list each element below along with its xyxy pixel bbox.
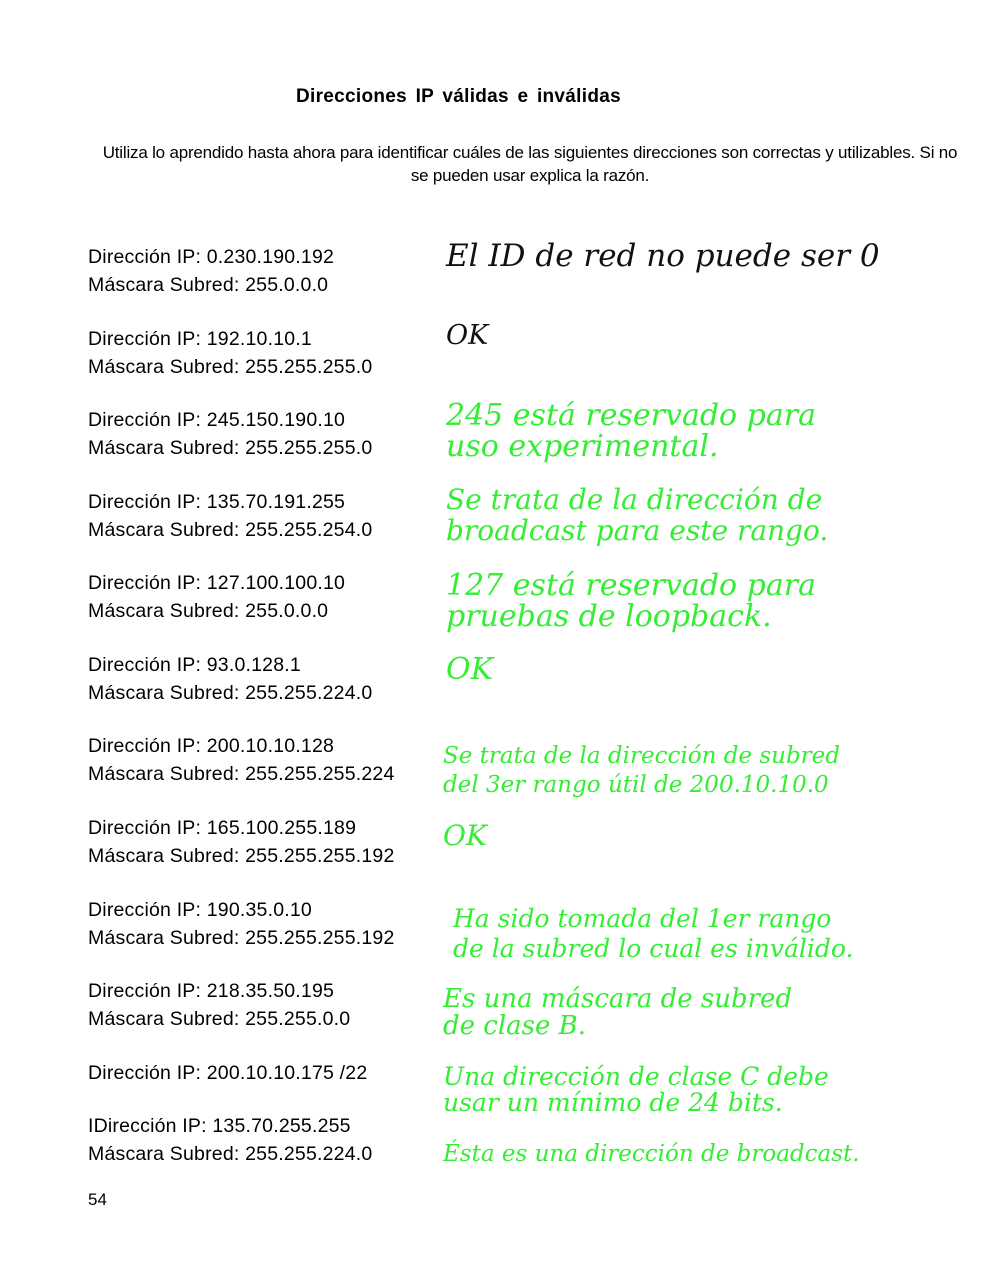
subnet-mask: Máscara Subred: 255.255.254.0 — [88, 519, 373, 541]
answer-line: Ésta es una dirección de broadcast. — [443, 1141, 860, 1167]
answer-line: Ha sido tomada del 1er rango — [453, 904, 832, 933]
question-4 — [88, 488, 372, 544]
page-number: 54 — [88, 1190, 107, 1209]
answer-line: 127 está reservado para — [446, 568, 816, 603]
answer-line: de la subred lo cual es inválido. — [453, 934, 854, 963]
answer-line: 245 está reservado para — [446, 398, 816, 433]
ip-address: Dirección IP: 218.35.50.195 — [88, 980, 335, 1002]
subnet-mask: Máscara Subred: 255.255.0.0 — [88, 1008, 351, 1030]
answer-line: Es una máscara de subred — [443, 984, 793, 1014]
question-2 — [88, 325, 372, 381]
answer-line: pruebas de loopback. — [446, 599, 772, 634]
ip-address: Dirección IP: 245.150.190.10 — [88, 409, 346, 431]
subnet-mask: Máscara Subred: 255.255.255.0 — [88, 356, 373, 378]
subnet-mask: Máscara Subred: 255.0.0.0 — [88, 274, 329, 296]
ip-address: Dirección IP: 200.10.10.175 /22 — [88, 1062, 368, 1084]
ip-address: IDirección IP: 135.70.255.255 — [88, 1115, 351, 1137]
subnet-mask: Máscara Subred: 255.255.224.0 — [88, 1143, 373, 1165]
question-6 — [88, 651, 372, 707]
question-11 — [88, 1059, 367, 1087]
subnet-mask: Máscara Subred: 255.255.255.192 — [88, 927, 395, 949]
question-12 — [88, 1112, 372, 1168]
instructions-text: Utiliza lo aprendido hasta ahora para identificar cuáles de las siguientes direcciones son correctas y utilizables. Si no se pueden usar explica la razón. — [102, 143, 958, 185]
question-10 — [88, 977, 350, 1033]
question-7 — [88, 732, 395, 788]
answer-8 — [443, 819, 487, 852]
ip-address: Dirección IP: 200.10.10.128 — [88, 735, 335, 757]
page-title: Direcciones IP válidas e inválidas — [296, 86, 621, 107]
ip-address: Dirección IP: 93.0.128.1 — [88, 654, 301, 676]
answer-line: OK — [446, 320, 489, 351]
answer-line: Una dirección de clase C debe — [443, 1062, 829, 1091]
question-9 — [88, 896, 395, 952]
subnet-mask: Máscara Subred: 255.255.255.0 — [88, 437, 373, 459]
subnet-mask: Máscara Subred: 255.255.224.0 — [88, 682, 373, 704]
answer-line: usar un mínimo de 24 bits. — [443, 1088, 783, 1117]
answer-line: Se trata de la dirección de subred — [443, 743, 841, 769]
subnet-mask: Máscara Subred: 255.255.255.224 — [88, 763, 395, 785]
answer-3 — [446, 400, 816, 462]
answer-1 — [446, 240, 880, 272]
answer-4 — [446, 484, 828, 546]
answer-line: del 3er rango útil de 200.10.10.0 — [443, 772, 829, 798]
ip-address: Dirección IP: 190.35.0.10 — [88, 899, 312, 921]
answer-line: El ID de red no puede ser 0 — [446, 238, 880, 274]
ip-address: Dirección IP: 127.100.100.10 — [88, 572, 346, 594]
question-8 — [88, 814, 395, 870]
subnet-mask: Máscara Subred: 255.255.255.192 — [88, 845, 395, 867]
ip-address: Dirección IP: 192.10.10.1 — [88, 328, 312, 350]
answer-5 — [446, 570, 816, 632]
question-5 — [88, 569, 345, 625]
answer-10 — [443, 986, 792, 1040]
subnet-mask: Máscara Subred: 255.0.0.0 — [88, 600, 329, 622]
answer-line: de clase B. — [443, 1011, 587, 1041]
answer-line: broadcast para este rango. — [446, 514, 829, 547]
answer-6 — [446, 652, 494, 687]
answer-line: OK — [443, 819, 487, 852]
ip-address: Dirección IP: 165.100.255.189 — [88, 817, 357, 839]
answer-2 — [446, 322, 488, 350]
answer-9 — [453, 904, 853, 964]
answer-12 — [443, 1140, 860, 1168]
question-1 — [88, 243, 334, 299]
ip-address: Dirección IP: 135.70.191.255 — [88, 491, 346, 513]
answer-line: uso experimental. — [446, 429, 719, 464]
ip-address: Dirección IP: 0.230.190.192 — [88, 246, 335, 268]
question-3 — [88, 406, 372, 462]
answer-7 — [443, 742, 840, 800]
answer-line: OK — [446, 652, 494, 687]
answer-11 — [443, 1064, 829, 1116]
answer-line: Se trata de la dirección de — [446, 483, 823, 516]
